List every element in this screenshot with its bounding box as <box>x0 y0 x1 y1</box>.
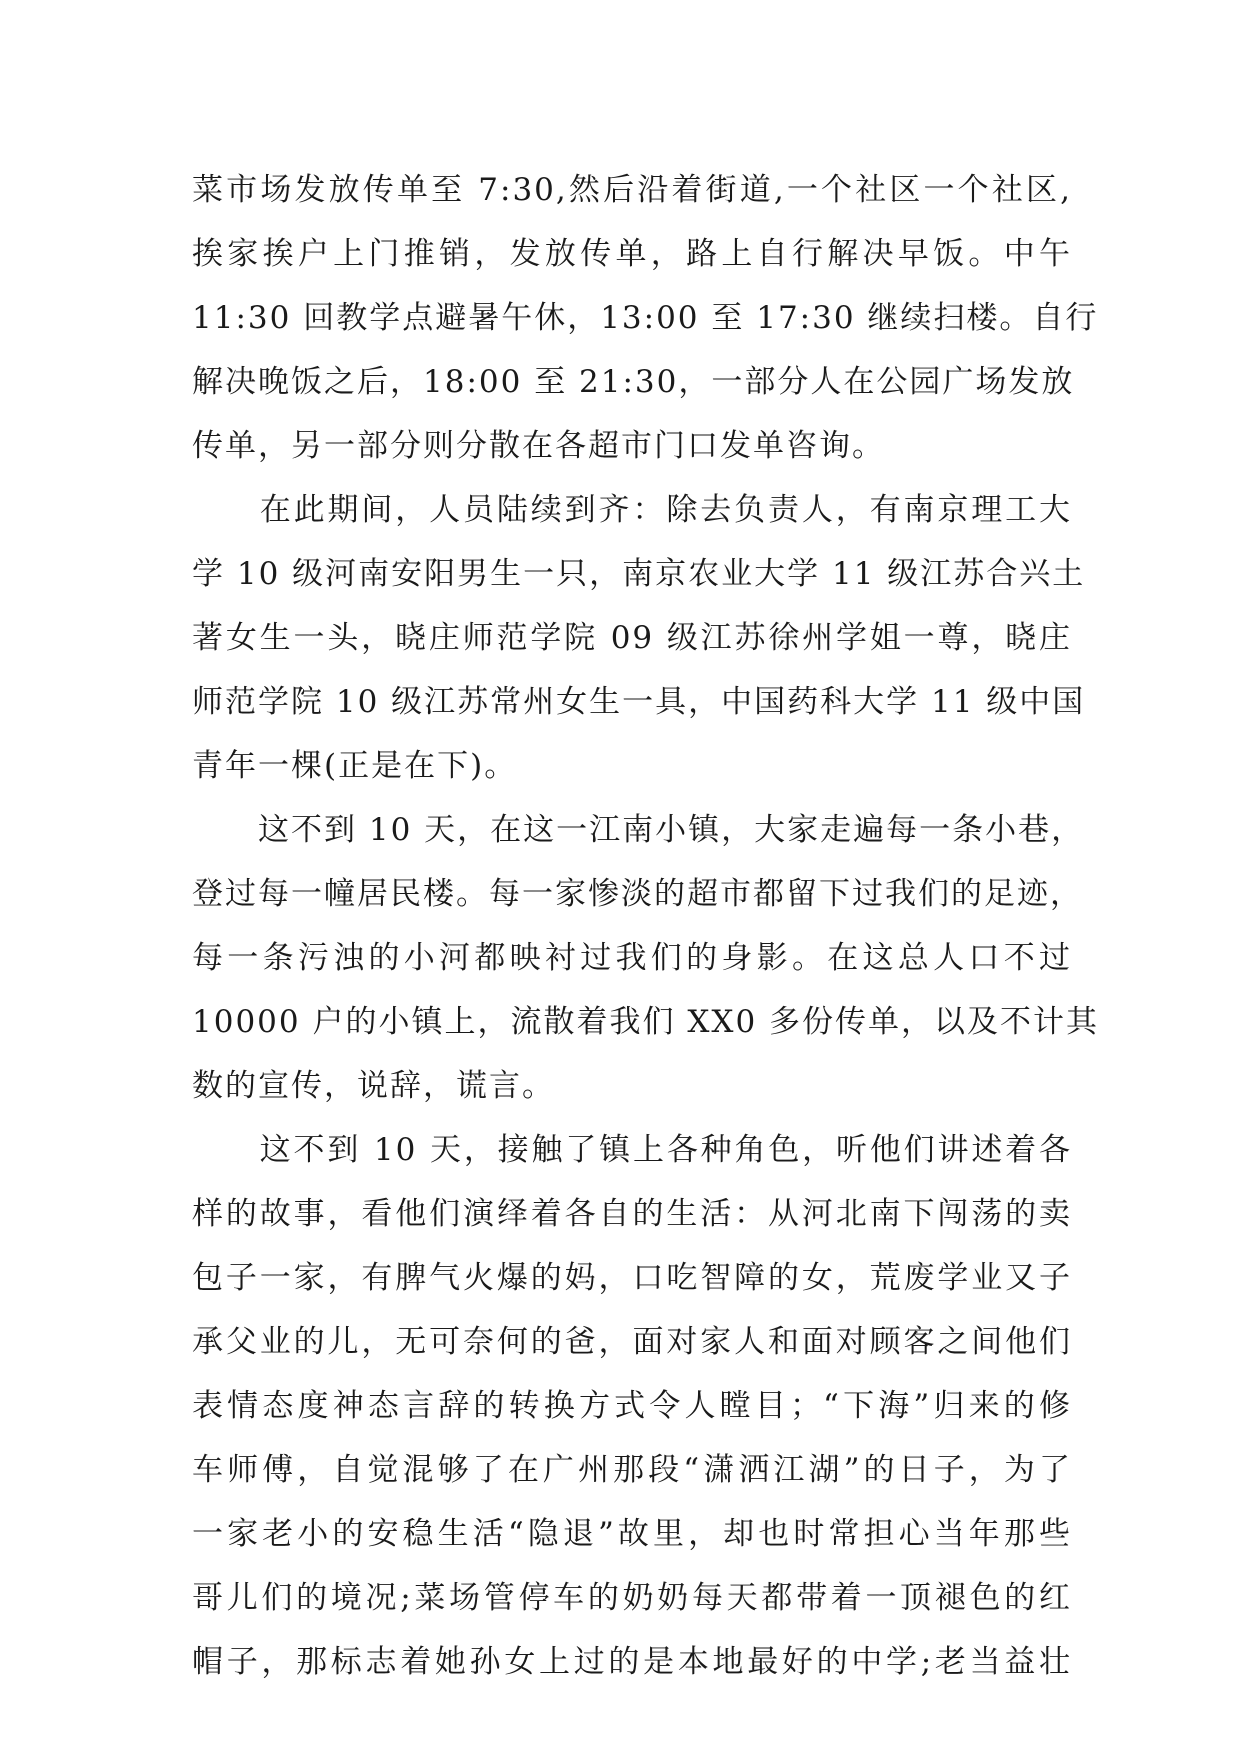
text-line: 登过每一幢居民楼。每一家惨淡的超市都留下过我们的足迹， <box>192 876 1083 912</box>
text-line: 样的故事，看他们演绎着各自的生活：从河北南下闯荡的卖 <box>192 1196 1072 1232</box>
text-line: 解决晚饭之后，18:00 至 21:30，一部分人在公园广场发放 <box>192 364 1075 400</box>
text-line: 10000 户的小镇上，流散着我们 XX0 多份传单，以及不计其 <box>192 1004 1100 1040</box>
text-line: 承父业的儿，无可奈何的爸，面对家人和面对顾客之间他们 <box>192 1324 1072 1360</box>
text-line: 挨家挨户上门推销，发放传单，路上自行解决早饭。中午 <box>192 236 1072 272</box>
text-line: 在此期间，人员陆续到齐：除去负责人，有南京理工大 <box>192 492 1072 528</box>
text-line: 学 10 级河南安阳男生一只，南京农业大学 11 级江苏合兴土 <box>192 556 1086 592</box>
text-line: 车师傅，自觉混够了在广州那段“潇洒江湖”的日子，为了 <box>192 1452 1072 1488</box>
text-line: 11:30 回教学点避暑午休，13:00 至 17:30 继续扫楼。自行 <box>192 300 1099 336</box>
body-text <box>192 158 1100 1694</box>
text-line: 传单，另一部分则分散在各超市门口发单咨询。 <box>192 428 885 464</box>
text-line: 师范学院 10 级江苏常州女生一具，中国药科大学 11 级中国 <box>192 684 1086 720</box>
text-line: 表情态度神态言辞的转换方式令人瞠目；“下海”归来的修 <box>192 1388 1072 1424</box>
text-line: 这不到 10 天，接触了镇上各种角色，听他们讲述着各 <box>192 1132 1072 1168</box>
text-line: 青年一棵(正是在下)。 <box>192 748 518 784</box>
text-line: 每一条污浊的小河都映衬过我们的身影。在这总人口不过 <box>192 940 1072 976</box>
text-line: 哥儿们的境况;菜场管停车的奶奶每天都带着一顶褪色的红 <box>192 1580 1072 1616</box>
text-line: 一家老小的安稳生活“隐退”故里，却也时常担心当年那些 <box>192 1516 1072 1552</box>
text-line: 数的宣传，说辞，谎言。 <box>192 1068 555 1104</box>
text-line: 著女生一头，晓庄师范学院 09 级江苏徐州学姐一尊，晓庄 <box>192 620 1072 656</box>
text-line: 菜市场发放传单至 7:30,然后沿着街道,一个社区一个社区, <box>192 172 1072 208</box>
text-line: 这不到 10 天，在这一江南小镇，大家走遍每一条小巷， <box>192 812 1085 848</box>
text-line: 包子一家，有脾气火爆的妈，口吃智障的女，荒废学业又子 <box>192 1260 1072 1296</box>
text-line: 帽子，那标志着她孙女上过的是本地最好的中学;老当益壮 <box>192 1644 1072 1680</box>
